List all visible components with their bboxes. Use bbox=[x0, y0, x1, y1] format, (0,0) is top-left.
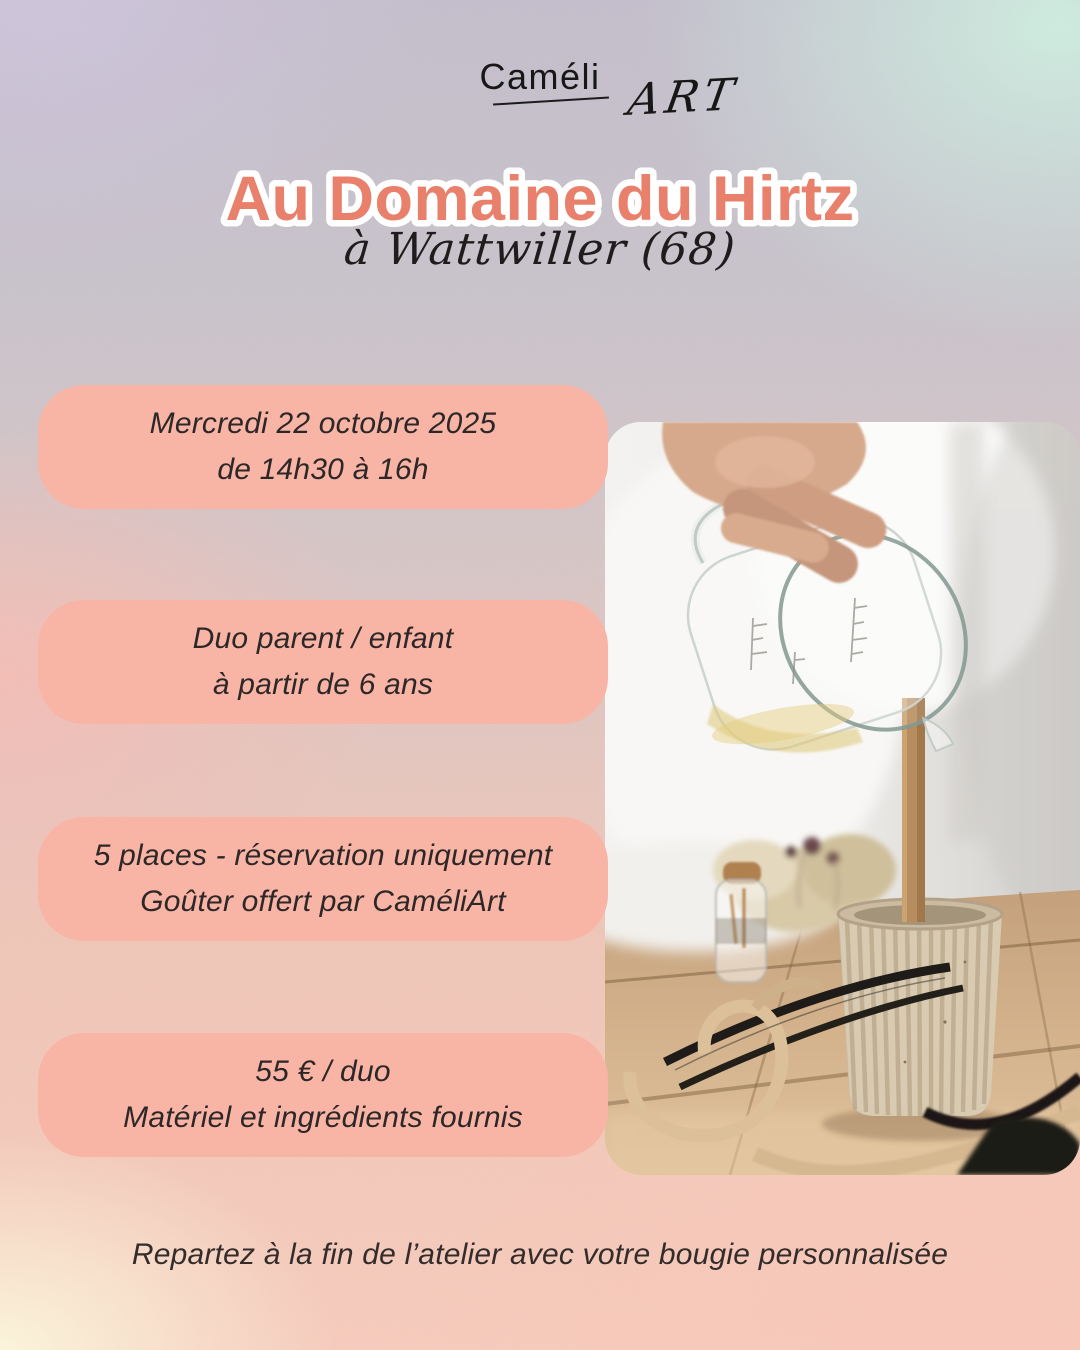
wooden-wick-stick bbox=[902, 698, 925, 922]
materials-line: Matériel et ingrédients fournis bbox=[123, 1101, 523, 1134]
brand-logo bbox=[0, 56, 1080, 156]
audience-line: Duo parent / enfant bbox=[192, 622, 454, 655]
places-line: 5 places - réservation uniquement bbox=[93, 839, 553, 872]
info-box-price bbox=[38, 1033, 608, 1157]
logo-wordmark: Caméli bbox=[479, 56, 601, 97]
workshop-photo-illustration bbox=[605, 422, 1080, 1175]
info-box-places bbox=[38, 817, 608, 941]
price-line: 55 € / duo bbox=[255, 1055, 391, 1088]
footer-note: Repartez à la fin de l’atelier avec votre bougie personnalisée bbox=[131, 1238, 949, 1271]
date-line: Mercredi 22 octobre 2025 bbox=[149, 407, 497, 440]
logo-accent-script: ART bbox=[624, 69, 743, 126]
snack-line: Goûter offert par CaméliArt bbox=[140, 885, 506, 918]
workshop-photo bbox=[605, 422, 1080, 1175]
age-line: à partir de 6 ans bbox=[212, 668, 434, 701]
time-line: de 14h30 à 16h bbox=[217, 453, 429, 486]
info-box-audience bbox=[38, 600, 608, 724]
info-box-date bbox=[38, 385, 608, 509]
logo-underline bbox=[494, 96, 610, 105]
page-title: Au Domaine du Hirtz bbox=[225, 164, 855, 234]
page-subtitle: à Wattwiller (68) bbox=[342, 224, 738, 275]
